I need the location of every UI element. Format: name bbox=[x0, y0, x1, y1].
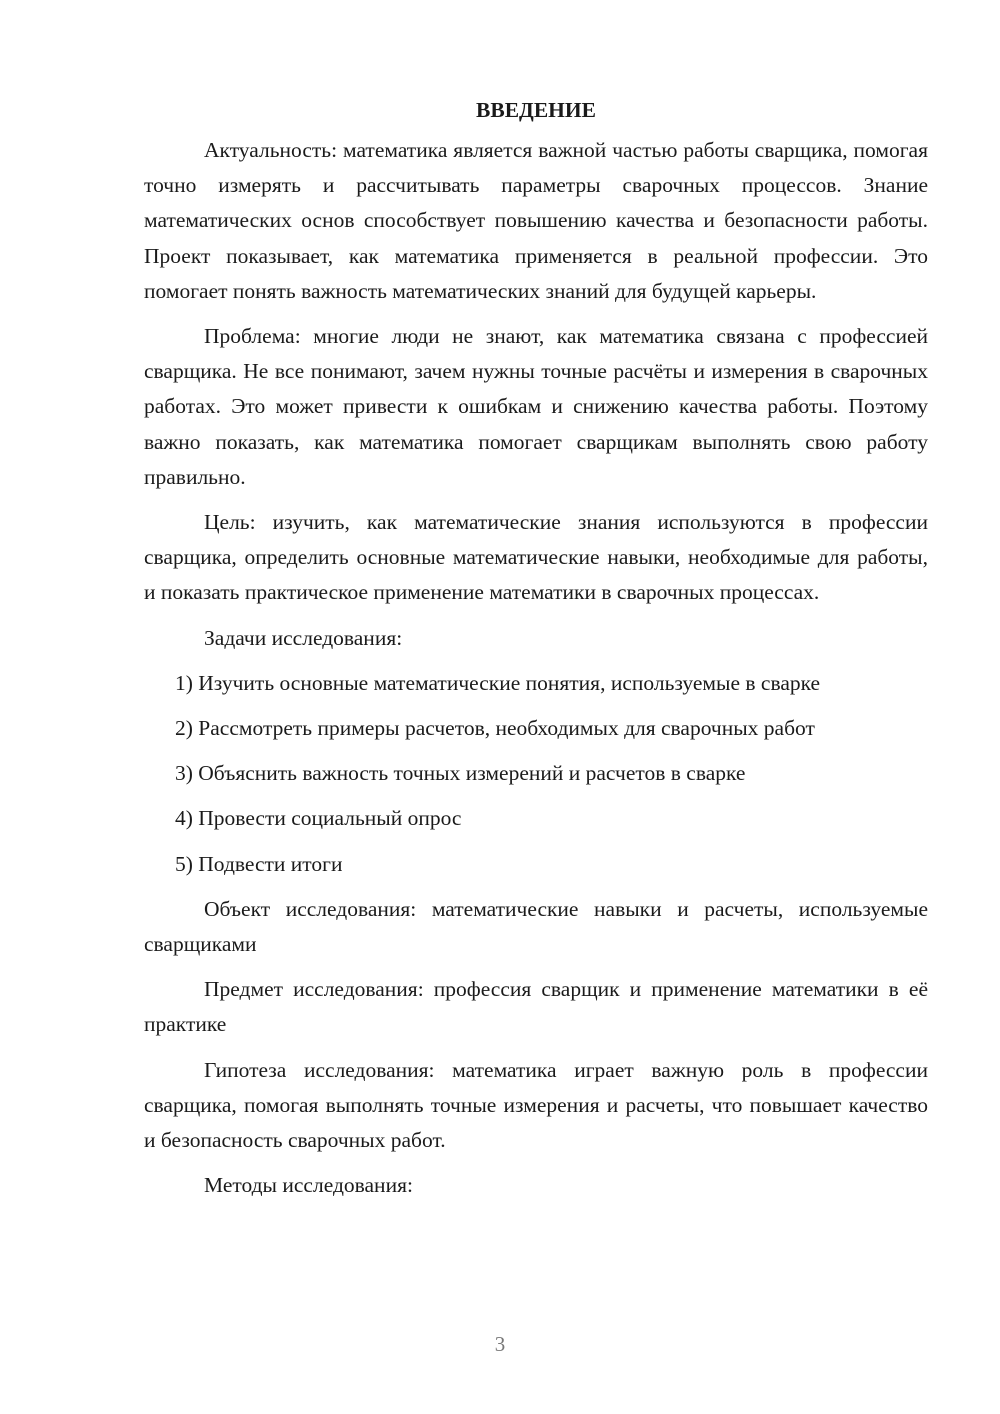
paragraph-hypothesis: Гипотеза исследования: математика играет важную роль в профессии сварщика, помогая выполнять точные измерения и расчеты, что повышает качество и безопасность сварочных работ. bbox=[144, 1057, 928, 1153]
paragraph-object: Объект исследования: математические навыки и расчеты, используемые сварщиками bbox=[144, 896, 928, 957]
task-item: 1) Изучить основные математические понятия, используемые в сварке bbox=[175, 670, 821, 695]
tasks-heading: Задачи исследования: bbox=[204, 625, 403, 650]
paragraph-subject: Предмет исследования: профессия сварщик и применение математики в её практике bbox=[144, 977, 928, 1037]
page-number: 3 bbox=[494, 1332, 506, 1356]
section-title: ВВЕДЕНИЕ bbox=[476, 98, 596, 122]
task-item: 5) Подвести итоги bbox=[175, 851, 343, 876]
task-item: 4) Провести социальный опрос bbox=[175, 806, 462, 831]
paragraph-goal: Цель: изучить, как математические знания используются в профессии сварщика, определить основные математические навыки, необходимые для работы, и показать практическое применение математики в сварочных процессах. bbox=[144, 510, 928, 605]
task-item: 3) Объяснить важность точных измерений и расчетов в сварке bbox=[175, 761, 746, 786]
paragraph-relevance: Актуальность: математика является важной частью работы сварщика, помогая точно измерять и рассчитывать параметры сварочных процессов. Знание математических основ способствует повышению качества и безопасности работы. Проект показывает, как математика применяется в реальной профессии. Это помогает понять важность математических знаний для будущей карьеры. bbox=[144, 138, 928, 303]
paragraph-problem: Проблема: многие люди не знают, как математика связана с профессией сварщика. Не все понимают, зачем нужны точные расчёты и измерения в сварочных работах. Это может привести к ошибкам и снижению качества работы. Поэтому важно показать, как математика помогает сварщикам выполнять свою работу правильно. bbox=[144, 324, 928, 489]
methods-heading: Методы исследования: bbox=[204, 1173, 413, 1198]
task-item: 2) Рассмотреть примеры расчетов, необходимых для сварочных работ bbox=[175, 716, 815, 741]
page-content bbox=[144, 93, 928, 1213]
